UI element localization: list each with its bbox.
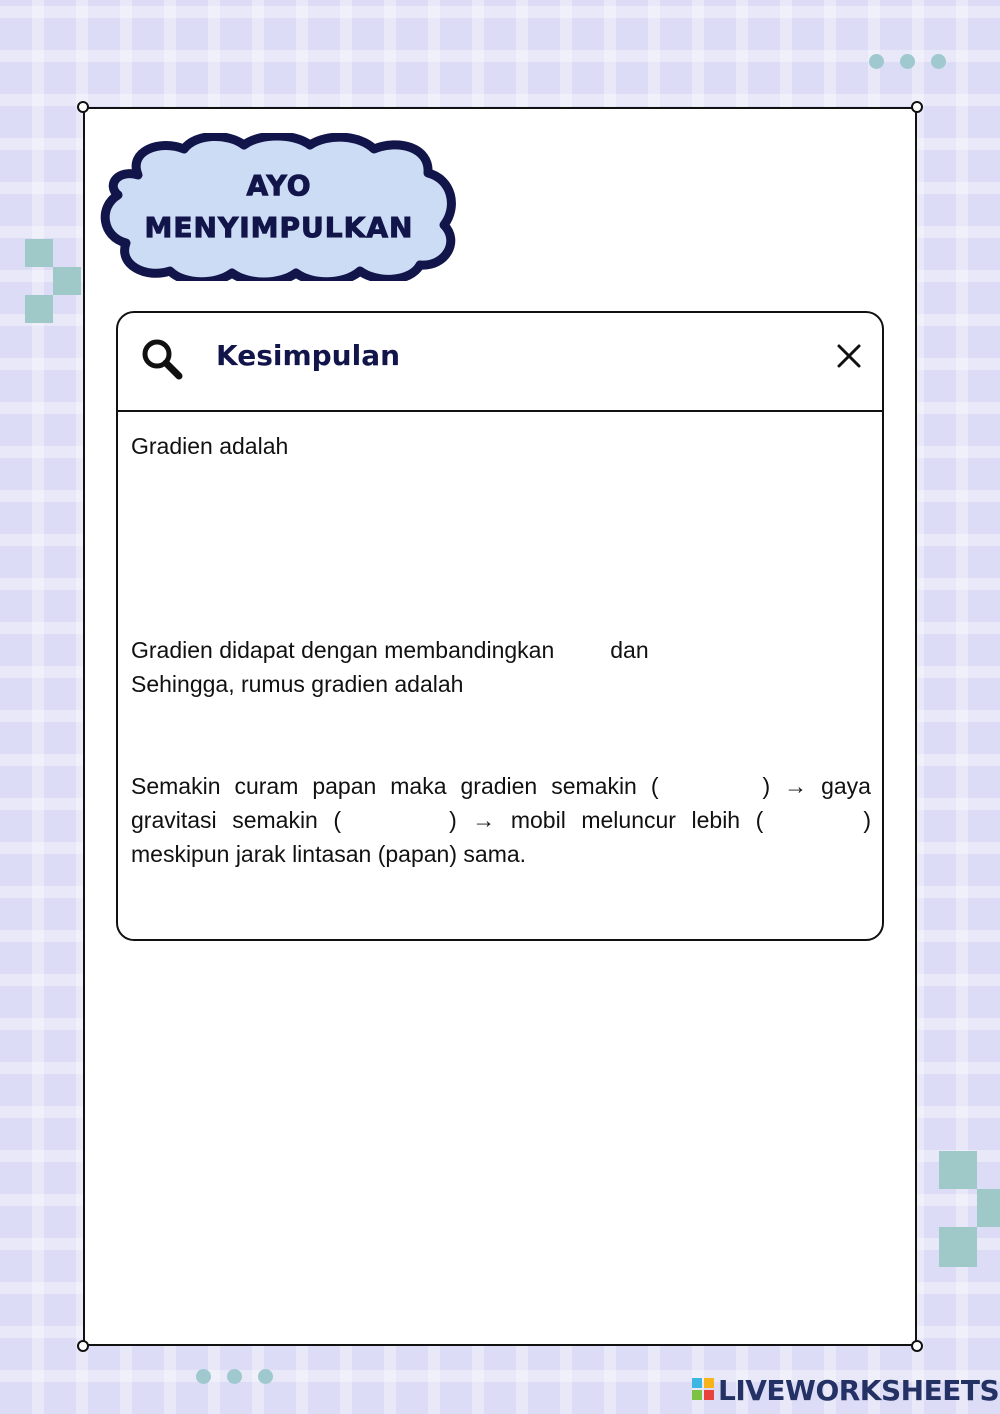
- formula-line-1-and: dan: [610, 637, 649, 663]
- section-badge: [98, 133, 460, 281]
- steepness-text-c: ) → mobil meluncur lebih (: [449, 807, 764, 833]
- pixel-deco: [25, 295, 53, 323]
- card-title: Kesimpulan: [216, 339, 401, 372]
- decorative-dots-bottom: [196, 1369, 273, 1384]
- steepness-paragraph: [131, 769, 871, 871]
- conclusion-card: [116, 311, 884, 941]
- logo-mark-icon: [692, 1378, 716, 1402]
- formula-line-1-text: Gradien didapat dengan membandingkan: [131, 637, 555, 663]
- corner-handle: [77, 101, 89, 113]
- card-header: [118, 313, 882, 412]
- corner-handle: [911, 101, 923, 113]
- gradient-formula-paragraph: [131, 633, 871, 701]
- corner-handle: [911, 1340, 923, 1352]
- section-title-line1: AYO: [246, 169, 312, 202]
- pixel-deco: [939, 1227, 977, 1267]
- gradient-definition-text: Gradien adalah: [131, 433, 289, 459]
- section-title-line2: MENYIMPULKAN: [144, 211, 414, 244]
- close-icon[interactable]: [836, 343, 862, 369]
- steepness-text-a: Semakin curam papan maka gradien semakin (: [131, 773, 659, 799]
- logo-text: LIVEWORKSHEETS: [718, 1373, 1000, 1407]
- formula-line-1: [131, 633, 871, 667]
- decorative-dots-top: [869, 54, 946, 69]
- gradient-definition: [131, 429, 871, 463]
- pixel-deco: [977, 1189, 1000, 1227]
- steepness-text-b: ) → gaya gravitasi semakin (: [131, 773, 871, 833]
- corner-handle: [77, 1340, 89, 1352]
- steepness-text-d: ) meskipun jarak lintasan (papan) sama.: [131, 807, 871, 867]
- section-title: [98, 165, 460, 249]
- search-icon: [140, 337, 184, 381]
- formula-line-2: Sehingga, rumus gradien adalah: [131, 671, 464, 697]
- pixel-deco: [53, 267, 81, 295]
- liveworksheets-logo: [692, 1372, 999, 1408]
- pixel-deco: [939, 1151, 977, 1189]
- pixel-deco: [25, 239, 53, 267]
